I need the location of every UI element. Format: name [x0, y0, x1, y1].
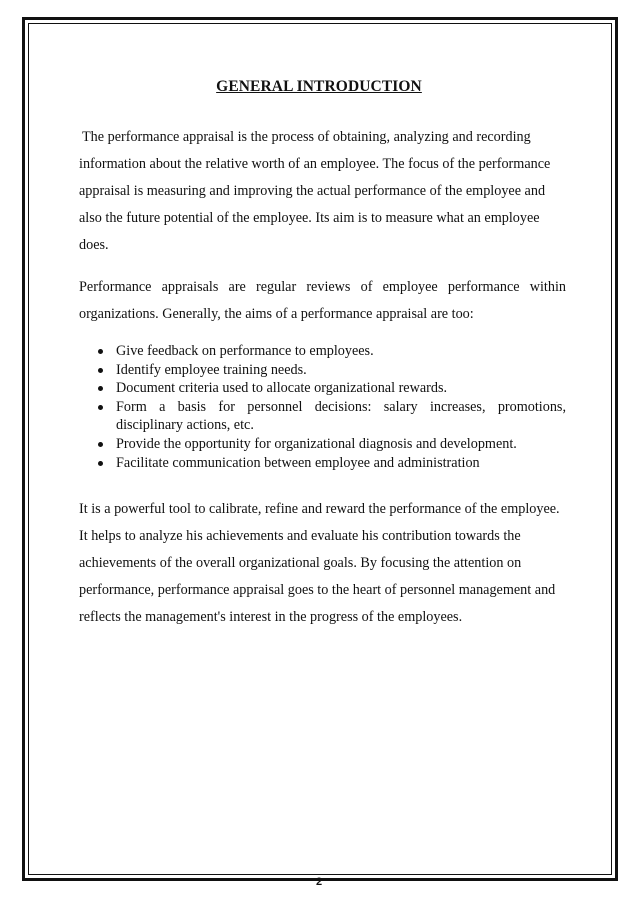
list-item-text: Identify employee training needs.	[116, 361, 307, 378]
list-item	[98, 379, 566, 398]
intro-paragraph-text: The performance appraisal is the process of obtaining, analyzing and recording information about the relative worth of an employee. The focus of the performance appraisal is measuring and improving the actual performance of the employee and also the future potential of the employee. Its aim is to measure what an employee does.	[79, 129, 551, 253]
bullet-icon	[98, 442, 103, 447]
bullet-icon	[98, 461, 103, 466]
intro-paragraph	[79, 124, 566, 259]
list-item-text: Provide the opportunity for organizational diagnosis and development.	[116, 435, 517, 452]
list-item	[98, 454, 566, 473]
list-item	[98, 361, 566, 380]
list-item	[98, 398, 566, 435]
list-item-text: Give feedback on performance to employees.	[116, 343, 374, 359]
aims-list	[98, 342, 566, 472]
list-item-text: Form a basis for personnel decisions: salary increases, promotions, disciplinary actions, etc.	[116, 398, 566, 434]
bullet-icon	[98, 349, 103, 354]
bullet-icon	[98, 386, 103, 391]
list-item-text: Document criteria used to allocate organizational rewards.	[116, 380, 448, 397]
aims-paragraph: Performance appraisals are regular reviews of employee performance within organizations. Generally, the aims of a performance appraisal are too:	[79, 279, 566, 322]
bullet-icon	[98, 368, 103, 373]
conclusion-paragraph: It is a powerful tool to calibrate, refine and reward the performance of the employee. It helps to analyze his achievements and evaluate his contribution towards the achievements of the overall organizational goals. By focusing the attention on performance, performance appraisal goes to the heart of personnel management and reflects the management's interest in the progress of the employees.	[79, 501, 560, 625]
document-title: GENERAL INTRODUCTION	[216, 78, 422, 95]
list-item	[98, 435, 566, 454]
list-item-text: Facilitate communication between employee and administration	[116, 454, 480, 471]
bullet-icon	[98, 405, 103, 410]
list-item	[98, 342, 566, 361]
page-number: 2	[315, 876, 323, 888]
